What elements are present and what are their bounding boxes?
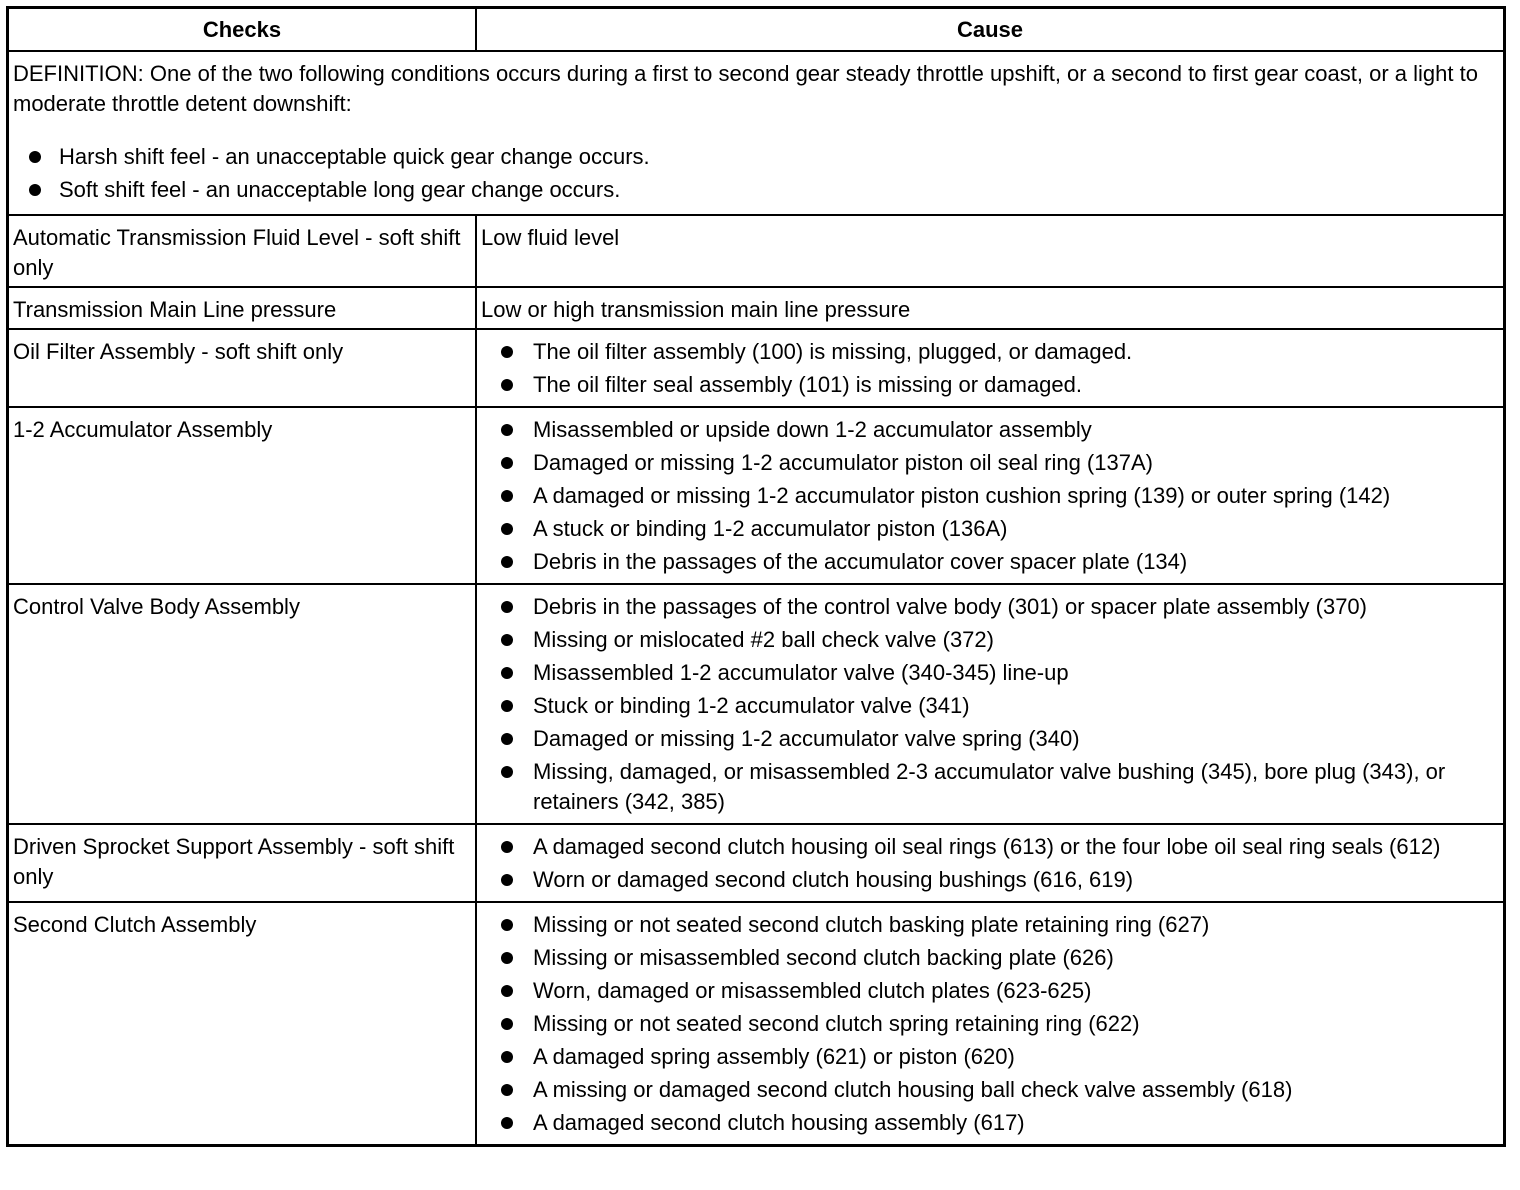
cause-item: Misassembled or upside down 1-2 accumulator assembly bbox=[499, 415, 1499, 445]
cause-cell bbox=[477, 825, 1503, 901]
cause-item: Worn, damaged or misassembled clutch plates (623-625) bbox=[499, 976, 1499, 1006]
table-row bbox=[9, 823, 1503, 901]
table-row bbox=[9, 286, 1503, 328]
check-cell: Driven Sprocket Support Assembly - soft shift only bbox=[9, 825, 477, 901]
check-cell: Control Valve Body Assembly bbox=[9, 585, 477, 823]
cause-cell bbox=[477, 903, 1503, 1144]
cause-item: A damaged or missing 1-2 accumulator piston cushion spring (139) or outer spring (142) bbox=[499, 481, 1499, 511]
cause-item: Missing or not seated second clutch basking plate retaining ring (627) bbox=[499, 910, 1499, 940]
definition-row bbox=[9, 50, 1503, 214]
check-cell: Second Clutch Assembly bbox=[9, 903, 477, 1144]
cause-cell: Low fluid level bbox=[481, 225, 620, 250]
table-row bbox=[9, 214, 1503, 286]
cause-column-header: Cause bbox=[956, 17, 1024, 42]
table-header-row bbox=[9, 9, 1503, 50]
cause-item: Debris in the passages of the control valve body (301) or spacer plate assembly (370) bbox=[499, 592, 1499, 622]
definition-bullet: Harsh shift feel - an unacceptable quick gear change occurs. bbox=[13, 142, 1499, 172]
cause-item: Missing or misassembled second clutch backing plate (626) bbox=[499, 943, 1499, 973]
cause-item: Missing, damaged, or misassembled 2-3 accumulator valve bushing (345), bore plug (343), or retainers (342, 385) bbox=[499, 757, 1499, 817]
cause-item: A damaged second clutch housing assembly (617) bbox=[499, 1108, 1499, 1138]
cause-item: Missing or not seated second clutch spring retaining ring (622) bbox=[499, 1009, 1499, 1039]
check-cell: 1-2 Accumulator Assembly bbox=[9, 408, 477, 583]
check-cell: Automatic Transmission Fluid Level - soft shift only bbox=[9, 216, 477, 286]
diagnosis-table bbox=[6, 6, 1506, 1147]
definition-bullets bbox=[13, 142, 1499, 205]
cause-item: Damaged or missing 1-2 accumulator valve spring (340) bbox=[499, 724, 1499, 754]
cause-item: Debris in the passages of the accumulator cover spacer plate (134) bbox=[499, 547, 1499, 577]
cause-item: A missing or damaged second clutch housing ball check valve assembly (618) bbox=[499, 1075, 1499, 1105]
cause-item: Misassembled 1-2 accumulator valve (340-345) line-up bbox=[499, 658, 1499, 688]
table-row bbox=[9, 328, 1503, 406]
check-cell: Transmission Main Line pressure bbox=[9, 288, 477, 328]
cause-cell: Low or high transmission main line pressure bbox=[481, 297, 911, 322]
definition-text: DEFINITION: One of the two following conditions occurs during a first to second gear steady throttle upshift, or a second to first gear coast, or a light to moderate throttle detent downshift: bbox=[13, 61, 1478, 116]
cause-list bbox=[499, 592, 1499, 817]
check-cell: Oil Filter Assembly - soft shift only bbox=[9, 330, 477, 406]
cause-item: A stuck or binding 1-2 accumulator piston (136A) bbox=[499, 514, 1499, 544]
cause-list bbox=[499, 910, 1499, 1138]
cause-cell bbox=[477, 585, 1503, 823]
cause-item: Stuck or binding 1-2 accumulator valve (341) bbox=[499, 691, 1499, 721]
cause-item: The oil filter assembly (100) is missing, plugged, or damaged. bbox=[499, 337, 1499, 367]
cause-list bbox=[499, 832, 1499, 895]
definition-cell bbox=[9, 52, 1503, 214]
cause-item: Missing or mislocated #2 ball check valve (372) bbox=[499, 625, 1499, 655]
checks-column-header: Checks bbox=[9, 9, 477, 50]
table-row bbox=[9, 406, 1503, 583]
cause-item: Worn or damaged second clutch housing bushings (616, 619) bbox=[499, 865, 1499, 895]
cause-item: A damaged second clutch housing oil seal rings (613) or the four lobe oil seal ring seals (612) bbox=[499, 832, 1499, 862]
cause-list bbox=[499, 415, 1499, 577]
cause-cell bbox=[477, 330, 1503, 406]
cause-item: A damaged spring assembly (621) or piston (620) bbox=[499, 1042, 1499, 1072]
table-row bbox=[9, 583, 1503, 823]
cause-cell bbox=[477, 408, 1503, 583]
cause-item: Damaged or missing 1-2 accumulator piston oil seal ring (137A) bbox=[499, 448, 1499, 478]
cause-list bbox=[499, 337, 1499, 400]
definition-bullet: Soft shift feel - an unacceptable long gear change occurs. bbox=[13, 175, 1499, 205]
cause-item: The oil filter seal assembly (101) is missing or damaged. bbox=[499, 370, 1499, 400]
table-row bbox=[9, 901, 1503, 1144]
